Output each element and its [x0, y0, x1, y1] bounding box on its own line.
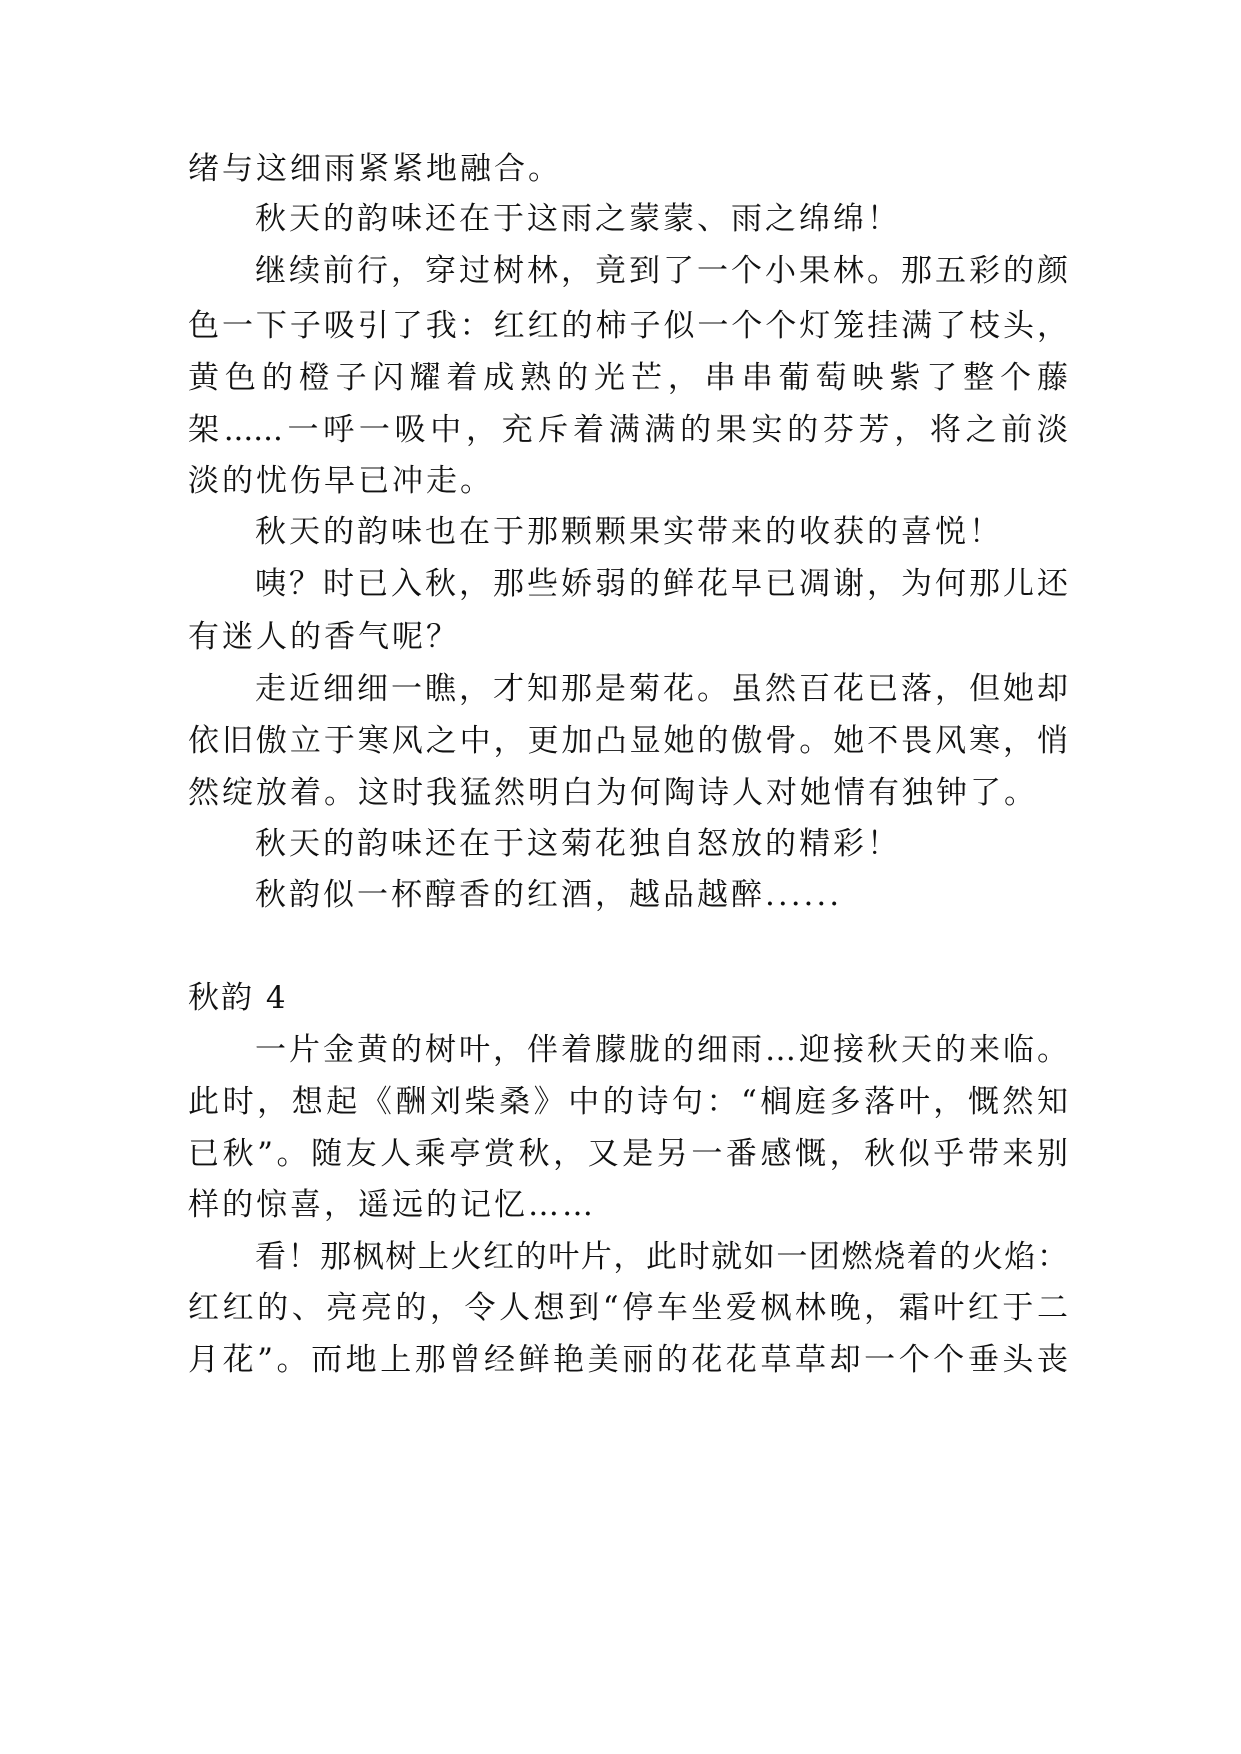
- paragraph-line: 看！那枫树上火红的叶片，此时就如一团燃烧着的火焰：: [255, 1239, 1068, 1275]
- paragraph-line: 样的惊喜，遥远的记忆……: [188, 1187, 596, 1223]
- paragraph-line: 咦？时已入秋，那些娇弱的鲜花早已凋谢，为何那儿还: [255, 566, 1068, 602]
- section-title: 秋韵 4: [188, 980, 288, 1016]
- paragraph-line: 架......一呼一吸中，充斥着满满的果实的芬芳，将之前淡: [188, 412, 1068, 448]
- paragraph-line: 走近细细一瞧，才知那是菊花。虽然百花已落，但她却: [255, 671, 1068, 707]
- paragraph-line: 绪与这细雨紧紧地融合。: [188, 151, 562, 187]
- paragraph-line: 一片金黄的树叶，伴着朦胧的细雨…迎接秋天的来临。: [255, 1032, 1068, 1068]
- paragraph-line: 依旧傲立于寒风之中，更加凸显她的傲骨。她不畏风寒，悄: [188, 723, 1068, 759]
- paragraph-line: 红红的、亮亮的，令人想到“停车坐爱枫林晚，霜叶红于二: [188, 1290, 1068, 1326]
- paragraph-line: 有迷人的香气呢？: [188, 619, 460, 655]
- paragraph-line: 已秋”。随友人乘亭赏秋，又是另一番感慨，秋似乎带来别: [188, 1136, 1068, 1172]
- paragraph-line: 然绽放着。这时我猛然明白为何陶诗人对她情有独钟了。: [188, 775, 1038, 811]
- paragraph-line: 秋天的韵味还在于这菊花独自怒放的精彩！: [255, 826, 901, 862]
- paragraph-line: 秋韵似一杯醇香的红酒，越品越醉......: [255, 877, 843, 913]
- paragraph-line: 淡的忧伤早已冲走。: [188, 463, 494, 499]
- paragraph-line: 继续前行，穿过树林，竟到了一个小果林。那五彩的颜: [255, 253, 1068, 289]
- paragraph-line: 色一下子吸引了我：红红的柿子似一个个灯笼挂满了枝头，: [188, 308, 1068, 344]
- paragraph-line: 月花”。而地上那曾经鲜艳美丽的花花草草却一个个垂头丧: [188, 1342, 1068, 1378]
- paragraph-line: 秋天的韵味也在于那颗颗果实带来的收获的喜悦！: [255, 514, 1003, 550]
- paragraph-line: 黄色的橙子闪耀着成熟的光芒，串串葡萄映紫了整个藤: [188, 360, 1068, 396]
- paragraph-line: 此时，想起《酬刘柴桑》中的诗句：“榈庭多落叶，慨然知: [188, 1084, 1068, 1120]
- paragraph-line: 秋天的韵味还在于这雨之蒙蒙、雨之绵绵！: [255, 201, 901, 237]
